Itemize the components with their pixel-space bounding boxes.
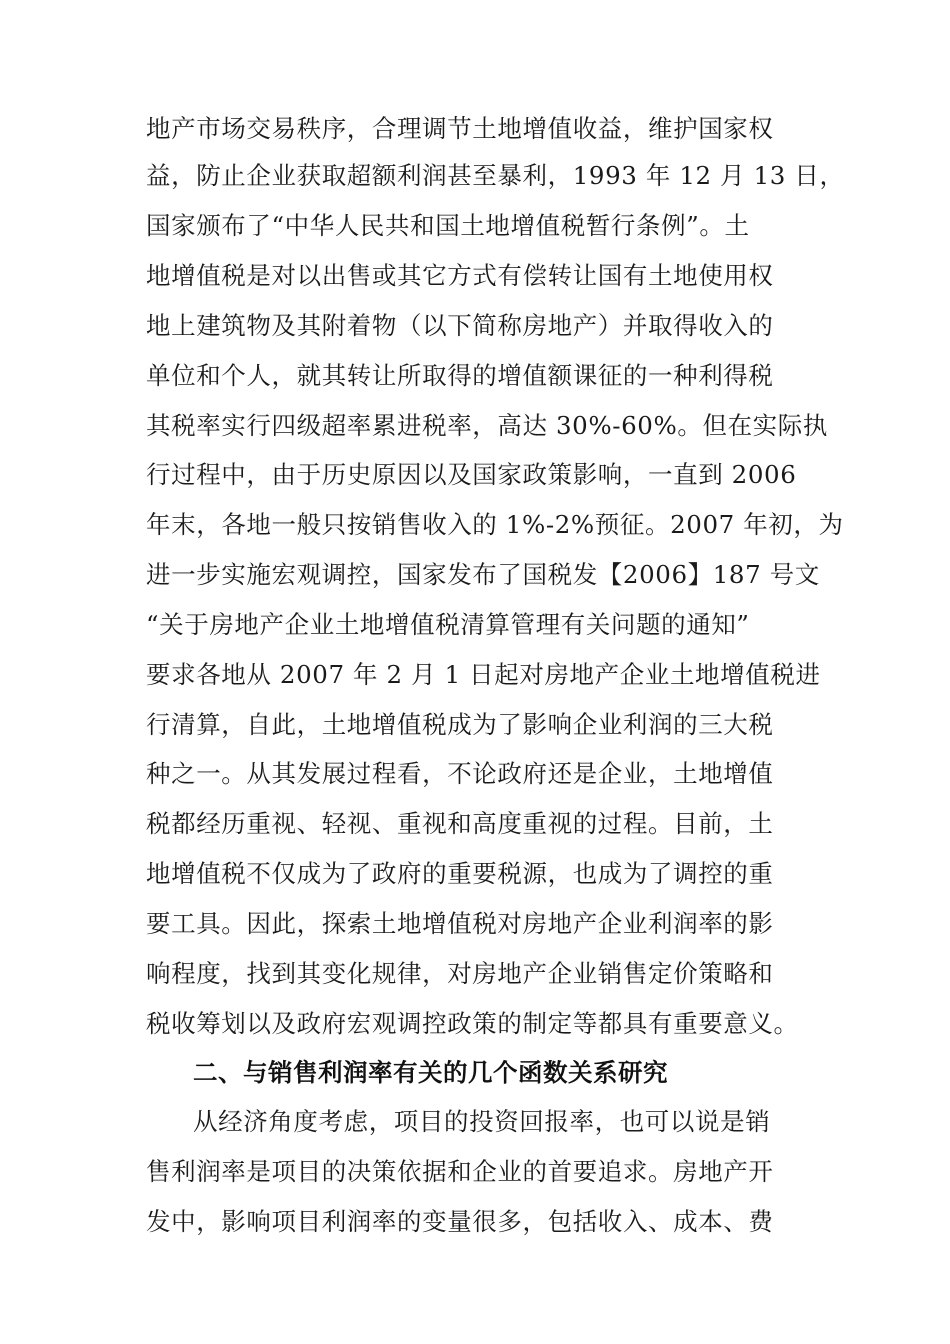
text-line: 税都经历重视、轻视、重视和高度重视的过程。目前，土 bbox=[146, 809, 774, 838]
text-line: 进一步实施宏观调控，国家发布了国税发【2006】187 号文 bbox=[146, 560, 820, 589]
text-line: 要工具。因此，探索土地增值税对房地产企业利润率的影 bbox=[146, 909, 774, 938]
text-line: 地增值税是对以出售或其它方式有偿转让国有土地使用权 bbox=[146, 261, 774, 290]
text-line: 从经济角度考虑，项目的投资回报率，也可以说是销 bbox=[193, 1107, 771, 1136]
text-line: 种之一。从其发展过程看，不论政府还是企业，土地增值 bbox=[146, 759, 774, 788]
text-line: 响程度，找到其变化规律，对房地产企业销售定价策略和 bbox=[146, 959, 774, 988]
text-line: 发中，影响项目利润率的变量很多，包括收入、成本、费 bbox=[146, 1207, 774, 1236]
text-line: 地上建筑物及其附着物（以下简称房地产）并取得收入的 bbox=[146, 311, 774, 340]
text-line: 税收筹划以及政府宏观调控政策的制定等都具有重要意义。 bbox=[146, 1009, 799, 1038]
text-line: 行过程中，由于历史原因以及国家政策影响，一直到 2006 bbox=[146, 460, 797, 489]
text-line: “关于房地产企业土地增值税清算管理有关问题的通知” bbox=[146, 610, 750, 639]
text-line: 地增值税不仅成为了政府的重要税源，也成为了调控的重 bbox=[146, 859, 774, 888]
section-heading: 二、与销售利润率有关的几个函数关系研究 bbox=[193, 1058, 668, 1087]
text-line: 地产市场交易秩序，合理调节土地增值收益，维护国家权 bbox=[146, 114, 774, 143]
text-line: 行清算，自此，土地增值税成为了影响企业利润的三大税 bbox=[146, 710, 774, 739]
text-line: 售利润率是项目的决策依据和企业的首要追求。房地产开 bbox=[146, 1157, 774, 1186]
text-line: 单位和个人，就其转让所取得的增值额课征的一种利得税 bbox=[146, 361, 774, 390]
text-line: 国家颁布了“中华人民共和国土地增值税暂行条例”。土 bbox=[146, 211, 750, 240]
text-line: 年末，各地一般只按销售收入的 1%-2%预征。2007 年初，为 bbox=[146, 510, 844, 539]
text-line: 要求各地从 2007 年 2 月 1 日起对房地产企业土地增值税进 bbox=[146, 660, 821, 689]
text-line: 益，防止企业获取超额利润甚至暴利，1993 年 12 月 13 日， bbox=[146, 161, 845, 190]
text-line: 其税率实行四级超率累进税率，高达 30%-60%。但在实际执 bbox=[146, 411, 828, 440]
